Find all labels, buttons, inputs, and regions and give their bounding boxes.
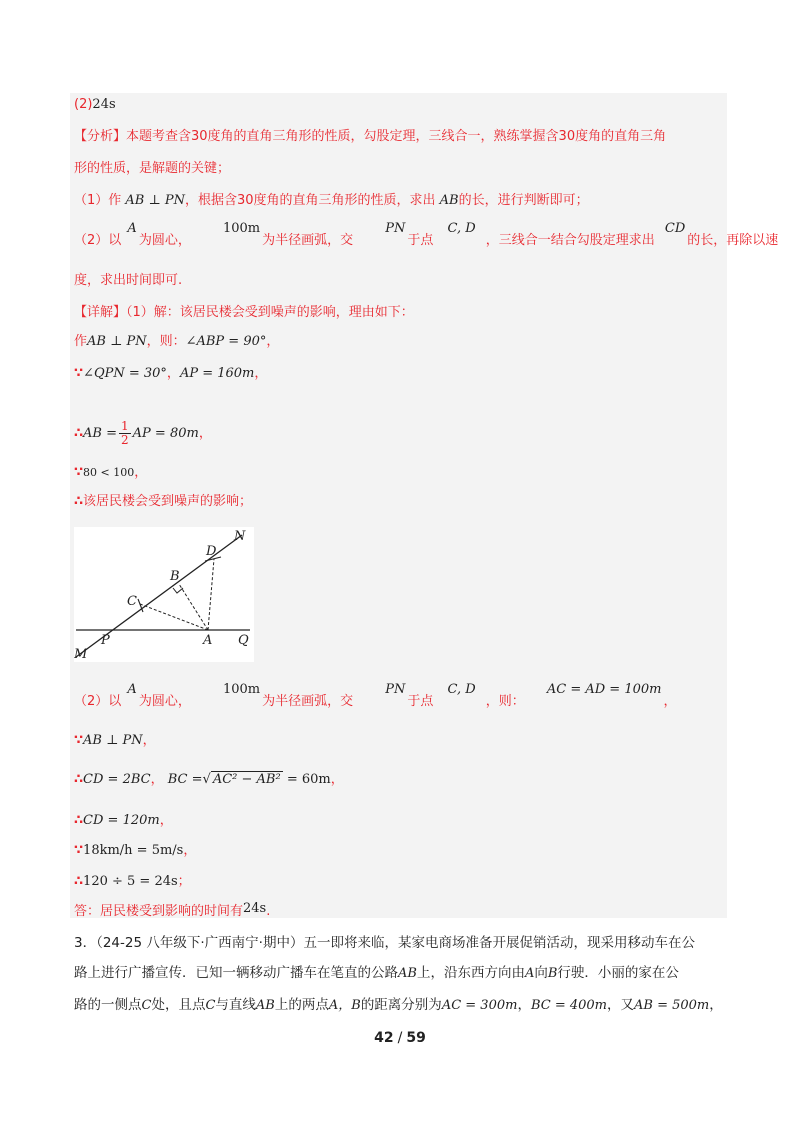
p2-end: ， (663, 694, 677, 709)
answer-part2-label: (2) (74, 97, 93, 112)
l7-rhs: = 60m (286, 772, 331, 787)
q3-l3d: 上的两点 (274, 997, 329, 1013)
q3-l2b: 上，沿东西方向由 (416, 965, 525, 981)
detail-line-9 (74, 841, 196, 861)
page-number (0, 1030, 800, 1046)
l3-end: ， (198, 426, 212, 441)
because-symbol: ∵ (74, 465, 84, 480)
step1-suffix: ，根据含30度角的直角三角形的性质，求出 (184, 193, 436, 208)
p2-cd: C, D (447, 682, 476, 697)
step2-pn: PN (385, 221, 406, 236)
l1-expr: AB ⊥ PN (87, 334, 147, 349)
step2-a: A (127, 221, 137, 236)
l7-end: ， (330, 772, 344, 787)
detail-answer-line (74, 902, 270, 922)
detail-line-3 (74, 420, 212, 447)
analysis-text-1: 本题考查含30度角的直角三角形的性质，勾股定理，三线合一，熟练掌握含30度角的直角三角 (126, 129, 667, 144)
l5-text: 该居民楼会受到噪声的影响； (83, 494, 253, 509)
l8-expr: CD = 120m (83, 813, 160, 828)
l3-lhs: AB = (83, 426, 118, 441)
page-separator: / (397, 1030, 403, 1046)
l6-end: ， (142, 733, 156, 748)
because-symbol: ∵ (74, 366, 84, 381)
right-angle-mark (173, 588, 183, 593)
q3-l3a: 路的一侧点 (74, 997, 142, 1013)
l3-rhs: AP = 80m (132, 426, 199, 441)
l9-expr: 18km/h = 5m/s (83, 843, 184, 858)
analysis-step-2-cont (74, 271, 182, 291)
therefore-symbol: ∴ (74, 426, 84, 441)
fraction-one-half (119, 420, 131, 447)
p2-prefix: （2）以 (74, 694, 122, 709)
geometry-diagram (74, 527, 254, 662)
q3-l2c: 向 (534, 965, 548, 981)
p2-expr: AC = AD = 100m (546, 682, 662, 697)
step2-t6: 度，求出时间即可. (74, 273, 183, 288)
step2-t1: 为圆心， (138, 233, 191, 248)
q3-ab: AB (398, 966, 417, 981)
step2-t3: 于点 (407, 233, 434, 248)
step1-expr2: AB (439, 193, 459, 208)
p2-r: 100m (222, 682, 261, 697)
step2-r: 100m (222, 221, 261, 236)
therefore-symbol: ∴ (74, 874, 84, 889)
l1-expr2: ∠ABP = 90° (185, 334, 267, 349)
analysis-line-1 (74, 127, 666, 147)
q3-l3h: ， (709, 997, 723, 1013)
q3-l2d: 行驶．小丽的家在公 (557, 965, 679, 981)
therefore-symbol: ∴ (74, 772, 84, 787)
l10-end: ； (177, 874, 191, 889)
q3-ac: AC = 300m (441, 998, 518, 1013)
l4-end: ， (134, 465, 148, 480)
q3-bc: BC = 400m (530, 998, 607, 1013)
label-m: M (74, 647, 88, 662)
analysis-step-2 (74, 221, 779, 251)
q3-c2: C (205, 998, 216, 1013)
p2-t3: 于点 (407, 694, 434, 709)
step1-expr: AB ⊥ PN (125, 193, 185, 208)
l7-expr: CD = 2BC (83, 772, 151, 787)
q3-l2a: 路上进行广播宣传．已知一辆移动广播车在笔直的公路 (74, 965, 398, 981)
detail-line-5 (74, 492, 252, 512)
analysis-line-2 (74, 159, 230, 179)
analysis-tag: 【分析】 (74, 129, 127, 144)
question3-line-1 (74, 933, 695, 953)
l8-end: ， (159, 813, 173, 828)
q3-l3g: ，又 (607, 997, 634, 1013)
q3-b: B (547, 966, 558, 981)
question3-text-1: 3．（24-25 八年级下·广西南宁·期中）五一即将来临，某家电商场准备开展促销活动，现采用移动车在公 (74, 935, 695, 951)
detail-intro: （1）解：该居民楼会受到噪声的影响，理由如下： (126, 305, 414, 320)
q3-l3f: ， (517, 997, 531, 1013)
answer-value: 24s (243, 901, 267, 916)
detail-part2-line (74, 682, 677, 712)
l9-end: ， (183, 843, 197, 858)
answer-prefix: 答：居民楼受到影响的时间有 (74, 904, 244, 919)
geometry-figure (74, 527, 254, 662)
detail-line-4 (74, 463, 147, 483)
because-symbol: ∵ (74, 843, 84, 858)
label-c: C (127, 594, 137, 609)
p2-pn: PN (385, 682, 406, 697)
l4-expr: 80 < 100 (83, 466, 135, 479)
l1-mid: ，则： (146, 334, 186, 349)
because-symbol: ∵ (74, 733, 84, 748)
q3-ab2: AB (255, 998, 275, 1013)
l2-sep: ， (166, 366, 180, 381)
p2-t4: ，则： (485, 694, 525, 709)
page-current: 42 (374, 1030, 394, 1046)
step2-t4: ，三线合一结合勾股定理求出 (485, 233, 655, 248)
detail-line-10 (74, 872, 191, 892)
q3-ab4: AB = 500m (634, 998, 710, 1013)
detail-tag: 【详解】 (74, 305, 127, 320)
label-a: A (203, 633, 213, 648)
analysis-step-1 (74, 191, 589, 211)
q3-l3b: 处，且点 (151, 997, 206, 1013)
p2-a: A (127, 682, 137, 697)
segment-ad (208, 559, 214, 630)
q3-ab3: A，B (328, 998, 361, 1013)
step1-prefix: （1）作 (74, 193, 122, 208)
step1-suffix2: 的长，进行判断即可； (458, 193, 589, 208)
page-total: 59 (406, 1030, 426, 1046)
label-n: N (234, 529, 246, 544)
detail-line-1 (74, 332, 279, 352)
detail-intro-line (74, 303, 414, 323)
question3-line-3 (74, 995, 723, 1016)
sqrt-icon: √ (202, 772, 211, 787)
segment-ac (140, 604, 208, 630)
l2-expr2: AP = 160m (179, 366, 255, 381)
answer-part2-value: 24s (92, 97, 116, 112)
p2-t1: 为圆心， (138, 694, 191, 709)
label-d: D (206, 544, 217, 559)
fraction-denominator: 2 (121, 433, 129, 447)
l1-end: ， (266, 334, 280, 349)
l7-sqrt: AC² − AB² (212, 772, 281, 787)
step2-t5: 的长，再除以速 (687, 233, 779, 248)
therefore-symbol: ∴ (74, 494, 84, 509)
step2-cd: C, D (447, 221, 476, 236)
step2-t2: 为半径画弧，交 (262, 233, 354, 248)
l7-sep: ， (150, 772, 164, 787)
q3-a: A (524, 966, 535, 981)
label-p: P (101, 633, 110, 648)
question3-line-2 (74, 963, 679, 984)
answer-end: . (266, 904, 271, 919)
p2-t2: 为半径画弧，交 (262, 694, 354, 709)
detail-line-8 (74, 811, 173, 831)
q3-c: C (141, 998, 152, 1013)
l7-bc: BC = (167, 772, 203, 787)
l2-expr: ∠QPN = 30° (83, 366, 167, 381)
q3-l3c: 与直线 (215, 997, 256, 1013)
analysis-text-2: 形的性质，是解题的关键； (74, 161, 231, 176)
l1-prefix: 作 (74, 334, 88, 349)
detail-line-2 (74, 364, 267, 384)
therefore-symbol: ∴ (74, 813, 84, 828)
segment-ab (179, 584, 208, 630)
label-q: Q (238, 633, 249, 648)
label-b: B (170, 569, 180, 584)
l2-end: ， (254, 366, 268, 381)
answer-part2-line (74, 95, 116, 115)
l6-expr: AB ⊥ PN (83, 733, 143, 748)
step2-cd2: CD (664, 221, 686, 236)
q3-l3e: 的距离分别为 (360, 997, 442, 1013)
l10-expr: 120 ÷ 5 = 24s (83, 874, 178, 889)
fraction-numerator: 1 (121, 419, 129, 433)
step2-prefix: （2）以 (74, 233, 122, 248)
detail-line-6 (74, 731, 156, 751)
detail-line-7 (74, 770, 344, 790)
